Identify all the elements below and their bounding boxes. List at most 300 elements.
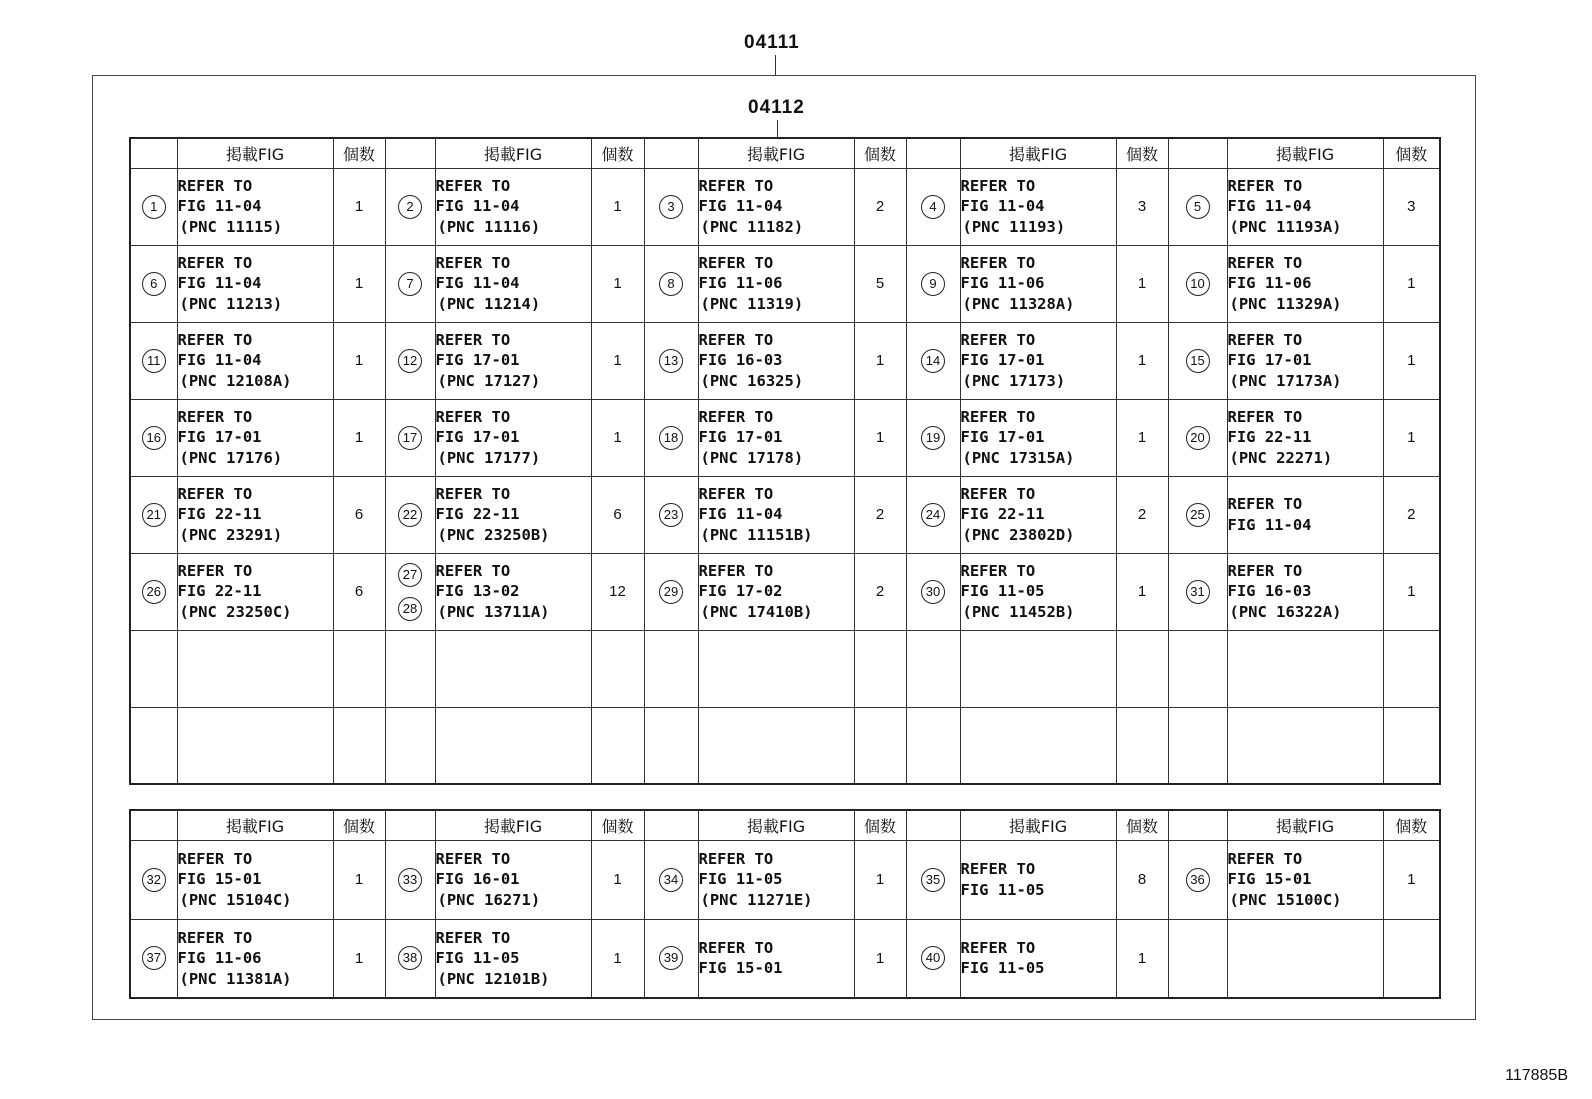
fig-reference-cell — [177, 399, 333, 476]
item-number-callout: 14 — [921, 349, 945, 373]
fig-number-text: FIG 11-04 — [177, 351, 262, 370]
fig-reference-cell — [435, 322, 591, 399]
figure-id: 117885B — [1505, 1067, 1568, 1084]
fig-number-text: FIG 11-04 — [1227, 197, 1312, 216]
fig-reference-cell — [435, 919, 591, 998]
fig-reference-cell — [960, 630, 1116, 707]
pnc-text: (PNC 12101B) — [437, 969, 550, 988]
parts-table-upper — [129, 137, 1441, 785]
item-number-callout: 15 — [1186, 349, 1210, 373]
fig-reference-cell — [1227, 476, 1383, 553]
item-number-cell — [130, 322, 177, 399]
header-fig: 掲載FIG — [960, 810, 1116, 840]
fig-reference-cell — [698, 245, 854, 322]
header-qty: 個数 — [854, 138, 906, 168]
fig-number-text: FIG 17-01 — [960, 428, 1045, 447]
item-number-callout: 17 — [398, 426, 422, 450]
quantity-cell: 1 — [591, 919, 644, 998]
item-number-cell — [906, 630, 960, 707]
fig-number-text: FIG 16-03 — [1227, 582, 1312, 601]
refer-to-text: REFER TO — [960, 330, 1036, 349]
header-fig: 掲載FIG — [177, 138, 333, 168]
quantity-cell: 2 — [1116, 476, 1168, 553]
pnc-text: (PNC 11193) — [962, 217, 1066, 236]
refer-to-text: REFER TO — [435, 928, 511, 947]
item-number-cell — [1168, 399, 1227, 476]
fig-reference-cell — [960, 553, 1116, 630]
fig-reference-cell — [435, 476, 591, 553]
item-number-cell — [644, 553, 698, 630]
quantity-cell: 1 — [1383, 245, 1440, 322]
item-number-cell — [644, 919, 698, 998]
pnc-text: (PNC 17410B) — [700, 602, 813, 621]
item-number-callout: 4 — [921, 195, 945, 219]
item-number-cell — [385, 168, 435, 245]
quantity-cell — [1383, 630, 1440, 707]
fig-number-text: FIG 15-01 — [1227, 870, 1312, 889]
item-number-cell — [644, 707, 698, 784]
item-number-cell — [1168, 322, 1227, 399]
pnc-text: (PNC 16322A) — [1229, 602, 1342, 621]
fig-number-text: FIG 17-01 — [177, 428, 262, 447]
fig-reference-cell — [177, 630, 333, 707]
refer-to-text: REFER TO — [960, 253, 1036, 272]
quantity-cell: 1 — [591, 168, 644, 245]
fig-reference-cell — [177, 245, 333, 322]
fig-reference-cell — [177, 476, 333, 553]
assembly-leader — [775, 55, 776, 75]
fig-reference-cell — [435, 707, 591, 784]
item-number-callout: 39 — [659, 946, 683, 970]
fig-number-text: FIG 15-01 — [177, 870, 262, 889]
fig-number-text: FIG 17-02 — [698, 582, 783, 601]
fig-number-text: FIG 11-05 — [960, 582, 1045, 601]
header-number — [385, 810, 435, 840]
fig-reference-cell — [177, 553, 333, 630]
fig-number-text: FIG 17-01 — [960, 351, 1045, 370]
quantity-cell: 3 — [1383, 168, 1440, 245]
refer-to-text: REFER TO — [177, 253, 253, 272]
item-number-cell — [906, 919, 960, 998]
refer-to-text: REFER TO — [960, 407, 1036, 426]
fig-reference-cell — [698, 476, 854, 553]
refer-to-text: REFER TO — [960, 176, 1036, 195]
header-number — [906, 810, 960, 840]
fig-number-text: FIG 11-04 — [698, 197, 783, 216]
item-number-callout: 38 — [398, 946, 422, 970]
quantity-cell: 1 — [854, 919, 906, 998]
item-number-callout: 40 — [921, 946, 945, 970]
item-number-cell — [644, 322, 698, 399]
table-row — [130, 553, 1440, 630]
item-number-cell — [1168, 245, 1227, 322]
header-qty: 個数 — [333, 138, 385, 168]
refer-to-text: REFER TO — [1227, 407, 1303, 426]
fig-reference-cell — [960, 245, 1116, 322]
item-number-callout: 22 — [398, 503, 422, 527]
header-number — [1168, 810, 1227, 840]
item-number-cell — [906, 707, 960, 784]
quantity-cell: 2 — [854, 168, 906, 245]
header-fig: 掲載FIG — [177, 810, 333, 840]
item-number-cell — [385, 919, 435, 998]
refer-to-text: REFER TO — [177, 561, 253, 580]
table-row — [130, 840, 1440, 919]
fig-reference-cell — [960, 840, 1116, 919]
fig-number-text: FIG 17-01 — [1227, 351, 1312, 370]
item-number-callout: 16 — [142, 426, 166, 450]
item-number-cell — [130, 630, 177, 707]
table-row — [130, 707, 1440, 784]
fig-reference-cell — [698, 399, 854, 476]
item-number-callout: 10 — [1186, 272, 1210, 296]
fig-reference-cell — [177, 707, 333, 784]
assembly-label: 04111 — [744, 32, 800, 53]
quantity-cell: 1 — [1383, 840, 1440, 919]
refer-to-text: REFER TO — [1227, 495, 1303, 513]
item-number-cell — [385, 399, 435, 476]
header-row — [130, 138, 1440, 168]
item-number-cell — [130, 399, 177, 476]
item-number-callout: 21 — [142, 503, 166, 527]
fig-reference-cell — [177, 919, 333, 998]
header-fig: 掲載FIG — [960, 138, 1116, 168]
refer-to-text: REFER TO — [1227, 330, 1303, 349]
quantity-cell: 1 — [591, 245, 644, 322]
fig-number-text: FIG 11-05 — [960, 959, 1045, 978]
fig-number-text: FIG 11-04 — [177, 197, 262, 216]
item-number-cell — [1168, 553, 1227, 630]
table-row — [130, 476, 1440, 553]
quantity-cell — [591, 707, 644, 784]
table-row — [130, 322, 1440, 399]
pnc-text: (PNC 11214) — [437, 294, 541, 313]
refer-to-text: REFER TO — [177, 928, 253, 947]
refer-to-text: REFER TO — [177, 330, 253, 349]
item-number-callout: 1 — [142, 195, 166, 219]
fig-reference-cell — [1227, 399, 1383, 476]
table-row — [130, 630, 1440, 707]
fig-number-text: FIG 22-11 — [435, 505, 520, 524]
quantity-cell — [1116, 630, 1168, 707]
pnc-text: (PNC 11182) — [700, 217, 804, 236]
refer-to-text: REFER TO — [177, 407, 253, 426]
header-number — [644, 810, 698, 840]
header-number — [130, 810, 177, 840]
quantity-cell: 2 — [1383, 476, 1440, 553]
item-number-callout: 13 — [659, 349, 683, 373]
subassembly-leader — [777, 120, 778, 138]
refer-to-text: REFER TO — [435, 849, 511, 868]
quantity-cell: 1 — [333, 840, 385, 919]
item-number-cell — [130, 245, 177, 322]
item-number-cell — [130, 476, 177, 553]
item-number-cell — [1168, 168, 1227, 245]
item-number-callout: 27 — [398, 563, 422, 587]
item-number-callout: 31 — [1186, 580, 1210, 604]
fig-reference-cell — [435, 168, 591, 245]
pnc-text: (PNC 11452B) — [962, 602, 1075, 621]
refer-to-text: REFER TO — [960, 561, 1036, 580]
pnc-text: (PNC 17173A) — [1229, 371, 1342, 390]
item-number-callout: 20 — [1186, 426, 1210, 450]
quantity-cell: 1 — [591, 322, 644, 399]
quantity-cell — [333, 707, 385, 784]
fig-reference-cell — [1227, 553, 1383, 630]
header-fig: 掲載FIG — [698, 138, 854, 168]
pnc-text: (PNC 11329A) — [1229, 294, 1342, 313]
quantity-cell: 1 — [854, 399, 906, 476]
pnc-text: (PNC 23802D) — [962, 525, 1075, 544]
refer-to-text: REFER TO — [698, 176, 774, 195]
fig-reference-cell — [1227, 322, 1383, 399]
quantity-cell: 1 — [854, 322, 906, 399]
header-qty: 個数 — [1116, 810, 1168, 840]
fig-number-text: FIG 22-11 — [1227, 428, 1312, 447]
item-number-callout: 11 — [142, 349, 166, 373]
item-number-callout: 5 — [1186, 195, 1210, 219]
fig-reference-cell — [960, 168, 1116, 245]
pnc-text: (PNC 15100C) — [1229, 890, 1342, 909]
item-number-cell — [385, 707, 435, 784]
item-number-callout: 28 — [398, 597, 422, 621]
pnc-text: (PNC 17176) — [179, 448, 283, 467]
item-number-callout: 34 — [659, 868, 683, 892]
item-number-cell — [130, 840, 177, 919]
pnc-text: (PNC 23250C) — [179, 602, 292, 621]
item-number-callout: 29 — [659, 580, 683, 604]
header-number — [906, 138, 960, 168]
fig-number-text: FIG 11-04 — [435, 197, 520, 216]
header-qty: 個数 — [1116, 138, 1168, 168]
refer-to-text: REFER TO — [1227, 849, 1303, 868]
quantity-cell — [1383, 919, 1440, 998]
refer-to-text: REFER TO — [435, 330, 511, 349]
item-number-cell — [906, 840, 960, 919]
refer-to-text: REFER TO — [698, 849, 774, 868]
refer-to-text: REFER TO — [698, 484, 774, 503]
quantity-cell — [854, 707, 906, 784]
header-qty: 個数 — [1383, 138, 1440, 168]
refer-to-text: REFER TO — [698, 253, 774, 272]
item-number-callout: 32 — [142, 868, 166, 892]
table-row — [130, 919, 1440, 998]
fig-number-text: FIG 11-04 — [435, 274, 520, 293]
fig-reference-cell — [435, 840, 591, 919]
header-fig: 掲載FIG — [435, 138, 591, 168]
pnc-text: (PNC 17173) — [962, 371, 1066, 390]
pnc-text: (PNC 11328A) — [962, 294, 1075, 313]
header-number — [1168, 138, 1227, 168]
fig-reference-cell — [698, 168, 854, 245]
pnc-text: (PNC 11115) — [179, 217, 283, 236]
fig-number-text: FIG 11-04 — [177, 274, 262, 293]
fig-reference-cell — [698, 919, 854, 998]
pnc-text: (PNC 13711A) — [437, 602, 550, 621]
item-number-cell — [906, 245, 960, 322]
item-number-callout: 36 — [1186, 868, 1210, 892]
item-number-callout: 24 — [921, 503, 945, 527]
quantity-cell — [854, 630, 906, 707]
quantity-cell: 1 — [591, 840, 644, 919]
quantity-cell: 6 — [333, 476, 385, 553]
item-number-callout: 35 — [921, 868, 945, 892]
fig-reference-cell — [960, 707, 1116, 784]
quantity-cell: 1 — [1116, 245, 1168, 322]
item-number-cell — [385, 840, 435, 919]
quantity-cell: 6 — [591, 476, 644, 553]
item-number-cell — [130, 553, 177, 630]
item-number-callout: 37 — [142, 946, 166, 970]
quantity-cell: 1 — [1383, 322, 1440, 399]
table-row — [130, 245, 1440, 322]
header-qty: 個数 — [591, 810, 644, 840]
item-number-callout: 7 — [398, 272, 422, 296]
refer-to-text: REFER TO — [1227, 561, 1303, 580]
pnc-text: (PNC 23291) — [179, 525, 283, 544]
quantity-cell — [591, 630, 644, 707]
refer-to-text: REFER TO — [435, 253, 511, 272]
item-number-callout: 19 — [921, 426, 945, 450]
refer-to-text: REFER TO — [960, 938, 1036, 957]
subassembly-label: 04112 — [748, 97, 805, 118]
quantity-cell: 1 — [1116, 553, 1168, 630]
item-number-callout: 18 — [659, 426, 683, 450]
refer-to-text: REFER TO — [698, 938, 774, 957]
fig-reference-cell — [698, 322, 854, 399]
fig-reference-cell — [698, 840, 854, 919]
fig-number-text: FIG 22-11 — [177, 582, 262, 601]
pnc-text: (PNC 17127) — [437, 371, 541, 390]
quantity-cell: 1 — [333, 322, 385, 399]
refer-to-text: REFER TO — [1227, 176, 1303, 195]
table-row — [130, 168, 1440, 245]
pnc-text: (PNC 11116) — [437, 217, 541, 236]
item-number-cell — [385, 245, 435, 322]
fig-number-text: FIG 11-04 — [698, 505, 783, 524]
item-number-cell — [385, 553, 435, 630]
fig-number-text: FIG 15-01 — [698, 959, 783, 978]
item-number-cell — [130, 707, 177, 784]
item-number-cell — [1168, 919, 1227, 998]
fig-number-text: FIG 11-06 — [177, 949, 262, 967]
refer-to-text: REFER TO — [960, 860, 1036, 878]
refer-to-text: REFER TO — [435, 484, 511, 503]
item-number-cell — [644, 168, 698, 245]
quantity-cell — [1116, 707, 1168, 784]
header-fig: 掲載FIG — [1227, 138, 1383, 168]
item-number-cell — [906, 399, 960, 476]
quantity-cell: 1 — [333, 919, 385, 998]
fig-reference-cell — [435, 630, 591, 707]
item-number-callout: 9 — [921, 272, 945, 296]
item-number-cell — [130, 168, 177, 245]
fig-number-text: FIG 11-04 — [960, 197, 1045, 216]
quantity-cell: 1 — [854, 840, 906, 919]
refer-to-text: REFER TO — [698, 407, 774, 426]
quantity-cell: 1 — [591, 399, 644, 476]
header-number — [130, 138, 177, 168]
pnc-text: (PNC 23250B) — [437, 525, 550, 544]
refer-to-text: REFER TO — [177, 176, 253, 195]
header-row — [130, 810, 1440, 840]
item-number-cell — [385, 476, 435, 553]
item-number-cell — [1168, 707, 1227, 784]
item-number-cell — [644, 245, 698, 322]
item-number-cell — [385, 322, 435, 399]
pnc-text: (PNC 11381A) — [179, 969, 292, 988]
item-number-cell — [906, 322, 960, 399]
refer-to-text: REFER TO — [177, 484, 253, 503]
quantity-cell: 8 — [1116, 840, 1168, 919]
item-number-cell — [906, 168, 960, 245]
fig-number-text: FIG 11-05 — [698, 870, 783, 889]
item-number-callout: 8 — [659, 272, 683, 296]
quantity-cell: 12 — [591, 553, 644, 630]
fig-reference-cell — [960, 399, 1116, 476]
item-number-callout: 26 — [142, 580, 166, 604]
pnc-text: (PNC 16271) — [437, 890, 541, 909]
item-number-callout: 33 — [398, 868, 422, 892]
fig-number-text: FIG 11-04 — [1227, 515, 1312, 534]
refer-to-text: REFER TO — [435, 176, 511, 195]
pnc-text: (PNC 11319) — [700, 294, 804, 313]
quantity-cell: 2 — [854, 553, 906, 630]
quantity-cell: 1 — [1116, 399, 1168, 476]
header-number — [644, 138, 698, 168]
quantity-cell: 6 — [333, 553, 385, 630]
quantity-cell: 2 — [854, 476, 906, 553]
refer-to-text: REFER TO — [435, 407, 511, 426]
pnc-text: (PNC 11151B) — [700, 525, 813, 544]
quantity-cell: 1 — [1116, 919, 1168, 998]
refer-to-text: REFER TO — [1227, 253, 1303, 272]
header-fig: 掲載FIG — [698, 810, 854, 840]
refer-to-text: REFER TO — [177, 849, 253, 868]
item-number-callout: 23 — [659, 503, 683, 527]
pnc-text: (PNC 17315A) — [962, 448, 1075, 467]
table-row — [130, 399, 1440, 476]
fig-reference-cell — [435, 553, 591, 630]
item-number-cell — [1168, 476, 1227, 553]
item-number-callout: 30 — [921, 580, 945, 604]
header-qty: 個数 — [1383, 810, 1440, 840]
pnc-text: (PNC 22271) — [1229, 448, 1333, 467]
fig-number-text: FIG 16-01 — [435, 870, 520, 889]
fig-number-text: FIG 17-01 — [435, 351, 520, 370]
fig-reference-cell — [698, 707, 854, 784]
header-fig: 掲載FIG — [1227, 810, 1383, 840]
pnc-text: (PNC 11271E) — [700, 890, 813, 909]
fig-number-text: FIG 11-05 — [435, 949, 520, 967]
header-qty: 個数 — [591, 138, 644, 168]
fig-reference-cell — [960, 919, 1116, 998]
quantity-cell — [333, 630, 385, 707]
item-number-cell — [906, 553, 960, 630]
quantity-cell: 1 — [1383, 553, 1440, 630]
item-number-cell — [1168, 630, 1227, 707]
header-fig: 掲載FIG — [435, 810, 591, 840]
fig-reference-cell — [698, 553, 854, 630]
quantity-cell: 5 — [854, 245, 906, 322]
item-number-callout: 25 — [1186, 503, 1210, 527]
item-number-cell — [385, 630, 435, 707]
fig-number-text: FIG 11-05 — [960, 880, 1045, 899]
fig-number-text: FIG 13-02 — [435, 582, 520, 601]
item-number-cell — [644, 399, 698, 476]
quantity-cell: 1 — [333, 168, 385, 245]
header-qty: 個数 — [854, 810, 906, 840]
